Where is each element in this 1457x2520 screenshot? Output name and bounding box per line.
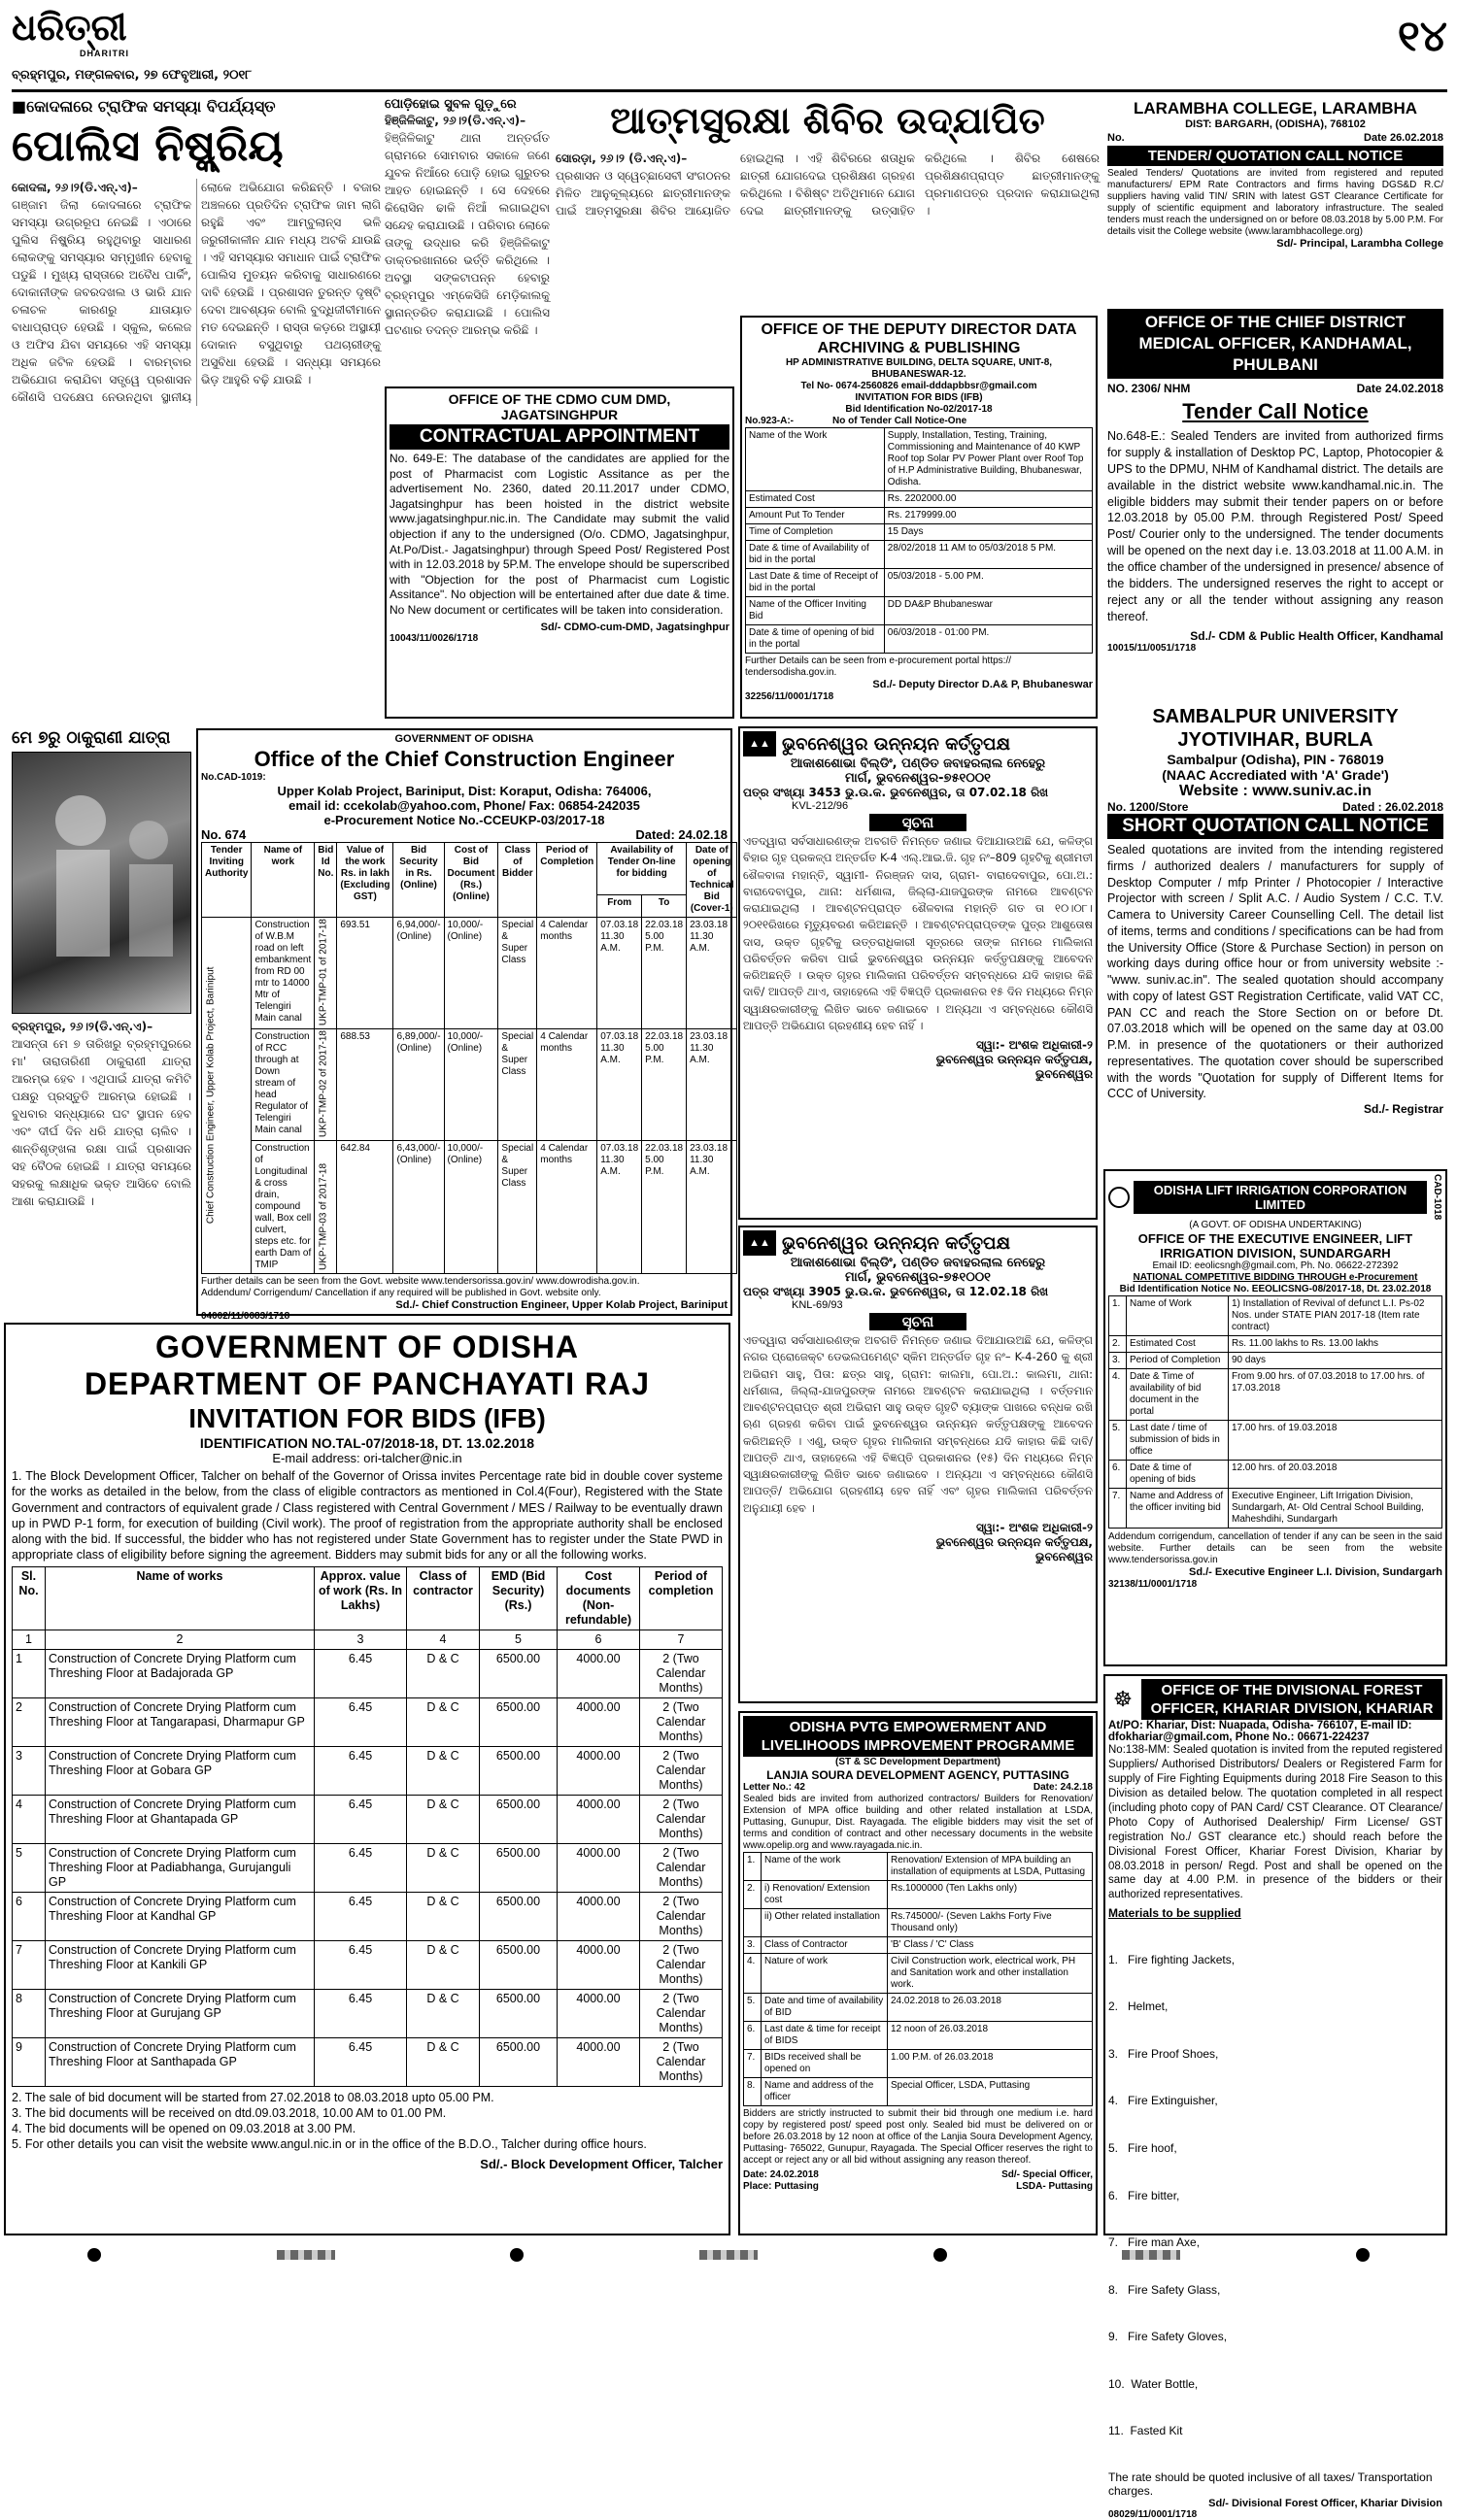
table-row: Name of the Officer Inviting Bid DD DA&P Bhubaneswar [746,597,1093,625]
sambalpur-notice [1103,705,1447,1161]
pvtg-sig2: LSDA- Puttasing [1016,2181,1093,2192]
dda-table [745,427,1093,654]
panchayat-note-4: 5. For other details you can visit the website www.angul.nic.in or in the office of the B.D.O., Talcher during office hours. [12,2137,647,2152]
cdmo-js-signature: Sd/- CDMO-cum-DMD, Jagatsinghpur [540,621,729,633]
table-row: 2 Construction of Concrete Drying Platform cum Threshing Floor at Tangarapasi, Dharmapur GP 6.45 D & C 6500.00 4000.00 2 (Two Calendar Months) [13,1697,723,1746]
list-item: 4. Fire Extinguisher, [1108,2094,1218,2108]
camp-dateline: ସୋରଡ଼ା, ୨୬।୨ (ଡି.ଏନ୍.ଏ)– [556,151,688,165]
cdmo-kandhamal-notice [1103,309,1447,697]
panchayat-note-2: 3. The bid documents will be received on dtd.09.03.2018, 10.00 AM to 01.00 PM. [12,2105,447,2120]
bda1-addr1: ଆକାଶଶୋଭା ବିଲ୍ଡିଂ, ପଣ୍ଡିତ ଜବାହରଲାଲ ନେହେରୁ [790,756,1046,771]
panchayat-email: E-mail address: ori-talcher@nic.in [272,1451,462,1465]
dda-signature: Sd./- Deputy Director D.A& P, Bhubaneswar [872,679,1093,690]
cdmo-js-ref: 10043/11/0026/1718 [390,632,479,644]
emblem-icon: ☸ [1113,1687,1133,1711]
police-kicker: ■କୋଦଳାରେ ଟ୍ରାଫିକ ସମସ୍ୟା ବିପର୍ଯ୍ୟସ୍ତ [12,97,276,116]
bda2-body: ଏତଦ୍ୱାରା ସର୍ବସାଧାରଣଙ୍କ ଅବଗତି ନିମନ୍ତେ ଜଣାଇ ଦିଆଯାଉଅଛି ଯେ, କଳିଙ୍ଗ ନଗର ପ୍ରୋଜେକ୍ଟ ଡେଭଲପମେଣ୍ଟ ସ୍କିମ ଅନ୍ତର୍ଗତ ଗୃହ ନଂ– K-4-260 କୁ ଶ୍ରୀ ଅଭିରାମ ସାହୁ, ପିତା: ଛତ୍ର ସାହୁ, ଗ୍ରାମ: କାଲମା, ପୋ.ଅ.: କାଲମା, ଥାନା: ଧର୍ମଶାଳା, ଜିଲ୍ଲା-ଯାଜପୁରଙ୍କ ନାମରେ ଆବଣ୍ଟନ କରାଯାଇଥିଲା । ବର୍ତ୍ତମାନ ଆବଣ୍ଟନପ୍ରାପ୍ତ ଶ୍ରୀ ଅଭିରାମ ସାହୁ ଉକ୍ତ ଗୃହଟି ବ୍ୟାଙ୍କ ପାଖରେ ବନ୍ଧକ ରଖି ଋଣ ଗ୍ରହଣ କରିବା ପାଇଁ ଭୁବନେଶ୍ୱର ଉନ୍ନୟନ କର୍ତ୍ତୃପକ୍ଷଙ୍କୁ ଆବେଦନ କରିଅଛନ୍ତି । ଏଣୁ, ଉକ୍ତ ଗୃହର ମାଲିକାନା ସମ୍ବନ୍ଧରେ ଯଦି କାହାର କିଛି ଦାବି/ ଆପତ୍ତି ଥାଏ, ତାହାହେଲେ ଏହି ବିଜ୍ଞପ୍ତି ପ୍ରକାଶନର (୧୫) ଦିନ ମଧ୍ୟରେ ନିମ୍ନ ସ୍ୱାକ୍ଷରକାରୀଙ୍କୁ ଲିଖିତ ଭାବେ ଜଣାଇବେ । ଅନ୍ୟଥା ଏ ସମ୍ବନ୍ଧରେ କୌଣସି ଆପତ୍ତି/ ଅଭିଯୋଗ ଗ୍ରହଣୀୟ ହେବ ନାହିଁ ଏବଂ ଗୃହର ମାଲିକାନା ପରିବର୍ତ୍ତନ ଅନୁଯାୟୀ ହେବ । [743,1333,1093,1515]
bda1-addr2: ମାର୍ଗ, ଭୁବନେଶ୍ୱର-୭୫୧୦୦୧ [845,771,991,786]
cce-no: No. 674 [201,826,247,842]
registration-bar-icon [1122,2250,1180,2260]
cce-signature: Sd./- Chief Construction Engineer, Upper Kolab Project, Bariniput [395,1298,728,1311]
table-row: 4. Nature of work Civil Construction work, electrical work, PH and Sanitation work and other installation work. [744,1954,1093,1994]
list-item: 8. Fire Safety Glass, [1108,2282,1221,2297]
pvtg-title: ODISHA PVTG EMPOWERMENT AND LIVELIHOODS IMPROVEMENT PROGRAMME [743,1716,1093,1757]
youth-body: ହିଞ୍ଜିଳିକାଟୁ ଥାନା ଅନ୍ତର୍ଗତ ଗ୍ରାମରେ ସୋମବାର ସକାଳେ ଜଣେ ଯୁବକ ନିଆଁରେ ପୋଡ଼ି ହୋଇ ଗୁରୁତର ଆହତ ହୋଇଛନ୍ତି । ସେ ଦେହରେ କିରୋସିନ ଢାଳି ନିଆଁ ଲଗାଇଥିବା ସନ୍ଦେହ କରାଯାଉଛି । ପରିବାର ଲୋକେ ତାଙ୍କୁ ଉଦ୍ଧାର କରି ହିଞ୍ଜିଳିକାଟୁ ଡାକ୍ତରଖାନାରେ ଭର୍ତ୍ତି କରିଥିଲେ । ଅବସ୍ଥା ସଙ୍କଟାପନ୍ନ ହେବାରୁ ବ୍ରହ୍ମପୁର ଏମ୍‌କେସିଜି ମେଡ଼ିକାଲକୁ ସ୍ଥାନାନ୍ତରିତ କରାଯାଇଛି । ପୋଲିସ ଘଟଣାର ତଦନ୍ତ ଆରମ୍ଭ କରିଛି । [385,131,550,337]
youth-story [385,97,550,350]
forest-body: No:138-MM: Sealed quotation is invited from the reputed registered Suppliers/ Authorised Distributors/ Dealers or Registered Farm for supply of Fire Fighting Equipments during 2018 Fire Season to this Division as detailed below. The quotation completed in all respect (including photo copy of PAN Card/ CST Clearance. OT Clearance/ Photo Copy of Authorised Dealership/ Firm License/ GST registration No./ GST clearance etc.) should reach before the Divisional Forest Officer, Khariar Forest Division, Khariar by 08.03.2018 in person/ Regd. Post and shall be opened on the same day at 4.00 P.M. in presence of the bidders or their authorized representatives. [1108,1744,1442,1901]
police-body: ଗଞ୍ଜାମ ଜିଲା କୋଦଳାରେ ଟ୍ରାଫିକ ସମସ୍ୟା ଉଗ୍ରରୂପ ନେଇଛି । ଏଠାରେ ପୁଲିସ ନିଷ୍କ୍ରିୟ ରହୁଥିବାରୁ ସାଧାରଣ ଲୋକଙ୍କୁ ସମସ୍ୟାର ସମ୍ମୁଖୀନ ହେବାକୁ ପଡୁଛି । ମୁଖ୍ୟ ରାସ୍ତାରେ ଅବୈଧ ପାର୍କିଂ, ଦୋକାନୀଙ୍କ ଜବରଦଖଲ ଓ ଭାରି ଯାନ ଚଳାଚଳ କାରଣରୁ ଯାତାୟାତ ବାଧାପ୍ରାପ୍ତ ହେଉଛି । ସ୍କୁଲ, କଲେଜ ଓ ଅଫିସ ଯିବା ସମୟରେ ଏହି ସମସ୍ୟା ଅଧିକ ଜଟିଳ ହେଉଛି । ବାରମ୍ବାର ଅଭିଯୋଗ କରାଯିବା ସତ୍ତ୍ୱେ ପ୍ରଶାସନ କୌଣସି ପଦକ୍ଷେପ ନେଉନଥିବା ସ୍ଥାନୀୟ ଲୋକେ ଅଭିଯୋଗ କରିଛନ୍ତି । ବଜାର ଅଞ୍ଚଳରେ ପ୍ରତିଦିନ ଟ୍ରାଫିକ ଜାମ ଲାଗି ରହୁଛି ଏବଂ ଆମ୍ବୁଲାନ୍ସ ଭଳି ଜରୁରୀକାଳୀନ ଯାନ ମଧ୍ୟ ଅଟକି ଯାଉଛି । ଏହି ସମସ୍ୟାର ସମାଧାନ ପାଇଁ ଟ୍ରାଫିକ ପୋଲିସ ମୁତୟନ କରିବାକୁ ସାଧାରଣରେ ଦାବି ହେଉଛି । ପ୍ରଶାସନ ତୁରନ୍ତ ଦୃଷ୍ଟି ଦେବା ଆବଶ୍ୟକ ବୋଲି ବୁଦ୍ଧିଜୀବୀମାନେ ମତ ଦେଇଛନ୍ତି । ରାସ୍ତା କଡ଼ରେ ଅସ୍ଥାୟୀ ଦୋକାନ ବସୁଥିବାରୁ ପଥଚାରୀଙ୍କୁ ଅସୁବିଧା ହେଉଛି । ସନ୍ଧ୍ୟା ସମୟରେ ଭିଡ଼ ଆହୁରି ବଢ଼ି ଯାଉଛି । [12,181,381,404]
larambha-no: No. [1107,131,1125,144]
youth-kicker: ପୋଡ଼ିହୋଇ ସୁବଳ ଗୁଡ଼ୁରେ [385,97,517,112]
table-row: Construction of RCC through at Down stream of head Regulator of Telengiri Main canal UKP-TMP-02 of 2017-18 688.53 6,89,000/- (Online) 10,000/- (Online) Special & Super Class 4 Calendar months 07.03.18 11.30 A.M. 22.03.18 5.00 P.M. 23.03.18 11.30 A.M. [202,1028,737,1140]
thakurani-body: ଆସନ୍ତା ମେ ୭ ତାରିଖରୁ ବ୍ରହ୍ମପୁରରେ ମା' ତାରାତାରିଣୀ ଠାକୁରାଣୀ ଯାତ୍ରା ଆରମ୍ଭ ହେବ । ଏଥିପାଇଁ ଯାତ୍ରା କମିଟି ପକ୍ଷରୁ ପ୍ରସ୍ତୁତି ଆରମ୍ଭ ହୋଇଛି । ବୁଧବାର ସନ୍ଧ୍ୟାରେ ଘଟ ସ୍ଥାପନ ହେବ ଏବଂ ଦୀର୍ଘ ଦିନ ଧରି ଯାତ୍ରା ଚାଲିବ । ଶାନ୍ତିଶୃଙ୍ଖଳା ରକ୍ଷା ପାଇଁ ପ୍ରଶାସନ ସହ ବୈଠକ ହୋଇଛି । ଯାତ୍ରା ସମୟରେ ସହରକୁ ଲକ୍ଷାଧିକ ଭକ୍ତ ଆସିବେ ବୋଲି ଆଶା କରାଯାଉଛି । [12,1037,191,1208]
table-row: 7. BIDs received shall be opened on 1.00 P.M. of 26.03.2018 [744,2050,1093,2078]
larambha-body: Sealed Tenders/ Quotations are invited from registered and reputed manufacturers/ EPM Rate Contractors and firms having DGS&D R.C/ suppliers having valid TIN/ SRIN with latest GST Clearance Certificate for supply of scientific equipment and laboratory infrastructure. The sealed tenders must reach the undersigned on or before 08.03.2018 by 5.00 P.M. For details visit the College website (www.larambhacollege.org) [1107,167,1443,237]
table-row: 5. Last date / time of submission of bids in office 17.00 hrs. of 19.03.2018 [1109,1421,1442,1461]
pvtg-letter: Letter No.: 42 [743,1782,805,1793]
police-dateline: କୋଦଳା, ୨୬।୨(ଡି.ଏନ୍.ଏ)– [12,181,138,194]
sambalpur-date: Dated : 26.02.2018 [1341,800,1443,814]
table-row: Time of Completion 15 Days [746,524,1093,541]
bda2-sig1: ସ୍ୱା:- ଅଂଶକ ଅଧିକାରୀ-୨ [976,1520,1093,1534]
forest-signature: Sd/- Divisional Forest Officer, Khariar Division [1208,2497,1442,2509]
lift-bid: Bid Identification Notice No. EEOLICSNG-08/2017-18, Dt. 23.02.2018 [1119,1284,1432,1295]
table-header-row: Sl. No. Name of works Approx. value of work (Rs. In Lakhs) Class of contractor EMD (Bid Security) (Rs.) Cost documents (Non-refundable) Period of completion [13,1566,723,1630]
logo-subtitle: DHARITRI [80,49,129,58]
table-row: 2. i) Renovation/ Extension cost Rs.1000000 (Ten Lakhs only) [744,1881,1093,1909]
larambha-notice [1103,97,1447,301]
bda-logo-icon: ▲▲ [743,1230,776,1256]
table-row: Date & time of Availability of bid in the portal 28/02/2018 11 AM to 05/03/2018 5 PM. [746,541,1093,569]
table-row: 9 Construction of Concrete Drying Platform cum Threshing Floor at Santhapada GP 6.45 D & C 6500.00 4000.00 2 (Two Calendar Months) [13,2037,723,2086]
cce-title: Office of the Chief Construction Engineer [254,746,675,771]
registration-dot-icon [87,2248,101,2262]
cdmo-kh-subtitle: Tender Call Notice [1182,399,1369,423]
list-item: 2. Helmet, [1108,1999,1169,2014]
cdmo-kh-no: NO. 2306/ NHM [1107,382,1191,395]
table-row: Chief Construction Engineer, Upper Kolab Project, Bariniput Construction of W.B.M road on left embankment from RD 00 mtr to 14000 Mtr of Telengiri Main canal UKP-TMP-01 of 2017-18 693.51 6,94,000/- (Online) 10,000/- (Online) Special & Super Class 4 Calendar months 07.03.18 11.30 A.M. 22.03.18 5.00 P.M. 23.03.18 11.30 A.M. [202,917,737,1028]
lift-irrigation-notice [1103,1169,1447,1666]
registration-bar-icon [699,2250,758,2260]
table-row: 6 Construction of Concrete Drying Platform cum Threshing Floor at Kandhal GP 6.45 D & C 6500.00 4000.00 2 (Two Calendar Months) [13,1892,723,1940]
forest-ref: 08029/11/0001/1718 [1108,2508,1198,2520]
table-header-row: Tender Inviting Authority Name of work Bid Id No. Value of the work Rs. in lakh (Excluding GST) Bid Security in Rs. (Online) Cost of Bid Document (Rs.) (Online) Class of Bidder Period of Completion Availability of Tender On-line for bidding Date of opening of Technical Bid (Cover-1) [202,842,737,894]
bda1-notice: ସୂଚନା [869,814,966,831]
cce-ref: 04002/11/0083/1718 [201,1310,290,1322]
dda-ifb: INVITATION FOR BIDS (IFB) [855,392,983,403]
sambalpur-signature: Sd./- Registrar [1363,1102,1443,1116]
cce-email: email id: ccekolab@yahoo.com, Phone/ Fax: 06854-242035 [288,797,640,813]
pvtg-date-foot: Date: 24.02.2018 [743,2169,819,2180]
bda1-code: KVL-212/96 [792,800,849,812]
table-row: 1. Name of Work 1) Installation of Revival of defunct L.I. Ps-02 Nos. under STATE PIAN 2017-18 (Item rate contract) [1109,1296,1442,1336]
dda-title: OFFICE OF THE DEPUTY DIRECTOR DATA ARCHIVING & PUBLISHING [761,321,1077,356]
lift-ncb: NATIONAL COMPETITIVE BIDDING THROUGH e-Procurement [1133,1272,1418,1284]
masthead-logo [12,6,206,66]
list-item: 9. Fire Safety Gloves, [1108,2330,1228,2344]
bda1-letter: ପତ୍ର ସଂଖ୍ୟା 3453 ଭୁ.ଉ.କ. ଭୁବନେଶ୍ୱର, ତା 07.02.18 ରିଖ [743,786,1049,799]
table-row: 3. Period of Completion 90 days [1109,1353,1442,1369]
pvtg-notice [738,1711,1098,2235]
lift-signature: Sd./- Executive Engineer L.I. Division, Sundargarh [1188,1566,1442,1579]
table-row: 1 Construction of Concrete Drying Platform cum Threshing Floor at Badajorada GP 6.45 D & C 6500.00 4000.00 2 (Two Calendar Months) [13,1649,723,1697]
registration-bar-icon [277,2250,335,2260]
panchayat-notice [4,1323,730,2235]
table-row: 1. Name of the work Renovation/ Extension of MPA building an installation of equipments at LSDA, Puttasing [744,1853,1093,1881]
sambalpur-body: Sealed quotations are invited from the intending registered firms / authorized dealers / manufacturers for supply of Desktop Computer / mfp Printer / Photocopier / Interactive Projector with screen / Split A.C. / Audio System / C.C. T.V. Camera to University Career Counselling Cell. The detail list of items, terms and conditions / specifications can be had from the University Office (Store & Purchase Section) in person on working days during office hour or from university website :- "www. suniv.ac.in". The sealed quotation should accompany with copy of latest GST Registration Certificate, valid VAT CC, PAN CC and reach the Store Section on or before Dt. 07.03.2018 which will be opened on the same day at 03.00 P.M. in presence of the quotationers or their authorized representatives. The quotation cover should be superscribed with the words "Quotation for supply of Different Items for CCC of University. [1107,843,1443,1101]
bda1-sig3: ଭୁବନେଶ୍ୱର [1035,1067,1093,1081]
cdmo-js-subtitle: CONTRACTUAL APPOINTMENT [390,424,729,450]
larambha-title: TENDER/ QUOTATION CALL NOTICE [1107,146,1443,166]
registration-dot-icon [933,2248,947,2262]
panchayat-table [12,1566,723,2087]
dda-tel: Tel No- 0674-2560826 email-dddapbbsr@gmail.com [800,381,1037,391]
bda2-sig3: ଭୁବନେଶ୍ୱର [1035,1549,1093,1563]
sambalpur-web: Website : www.suniv.ac.in [1179,783,1372,799]
pvtg-agency: LANJIA SOURA DEVELOPMENT AGENCY, PUTTASING [766,1768,1069,1782]
cce-cad: No.CAD-1019: [201,771,266,783]
larambha-date: Date 26.02.2018 [1364,131,1443,144]
cdmo-kh-signature: Sd./- CDM & Public Health Officer, Kandhamal [1190,628,1443,643]
bda2-code: KNL-69/93 [792,1299,843,1311]
table-row: 5 Construction of Concrete Drying Platform cum Threshing Floor at Padiabhanga, Gurujanguli GP 6.45 D & C 6500.00 4000.00 2 (Two Calendar Months) [13,1843,723,1892]
table-row: 8. Name and address of the officer Special Officer, LSDA, Puttasing [744,2078,1093,2106]
logo-text: ଧରିତ୍ରୀ [12,6,127,49]
camp-body: ପ୍ରଶାସନ ଓ ସ୍ୱେଚ୍ଛାସେବୀ ସଂଗଠନର ମିଳିତ ଆନୁକୂଲ୍ୟରେ ଛାତ୍ରୀମାନଙ୍କ ପାଇଁ ଆତ୍ମସୁରକ୍ଷା ଶିବିର ଆୟୋଜିତ ହୋଇଥିଲା । ଏହି ଶିବିରରେ ଶତାଧିକ ଛାତ୍ରୀ ଯୋଗଦେଇ ପ୍ରଶିକ୍ଷଣ ଗ୍ରହଣ କରିଥିଲେ । ବିଶିଷ୍ଟ ଅତିଥିମାନେ ଯୋଗ ଦେଇ ଛାତ୍ରୀମାନଙ୍କୁ ଉତ୍ସାହିତ କରିଥିଲେ । ଶିବିର ଶେଷରେ ପ୍ରଶିକ୍ଷଣପ୍ରାପ୍ତ ଛାତ୍ରୀମାନଙ୍କୁ ପ୍ରମାଣପତ୍ର ପ୍ରଦାନ କରାଯାଇଥିଲା । [556,151,1100,218]
dda-ref: 32256/11/0001/1718 [745,691,834,703]
table-row: ii) Other related installation Rs.745000/- (Seven Lakhs Forty Five Thousand only) [744,1909,1093,1937]
deity-image-icon [13,753,192,1015]
panchayat-note-3: 4. The bid documents will be opened on 09.03.2018 at 3.00 PM. [12,2122,356,2135]
thakurani-story [12,728,191,1316]
table-row: 7. Name and Address of the officer inviting bid Executive Engineer, Lift Irrigation Division, Sundargarh, At- Old Central School Building, Maheshdihi, Sundargarh [1109,1489,1442,1529]
thakurani-headline: ମେ ୭ରୁ ଠାକୁରାଣୀ ଯାତ୍ରା [12,728,171,748]
cdmo-js-body: No. 649-E: The database of the candidates are applied for the post of Pharmacist com Logistic Assitance as per the advertisement No. 2360, dated 20.11.2017 under CDMO, Jagatsinghpur has been hoisted in the district website www.jagatsinghpur.nic.in. The Candidate may submit the valid objection if any to the undersigned (O/o. CDMO, Jagatsinghpur, At.Po/Dist.- Jagatsinghpur) through Speed Post/ Registered Post with in 12.03.2018 by 5P.M. The envelope should be superscribed with "Objection for the post of Pharmacist cum Logistic Assitance". No objection will be entertained after due date & time. No New document or certificates will be taken into consideration. [390,452,729,617]
lift-foot: Addendum corrigendum, cancellation of tender if any can be seen in the said website. Further details can be seen from the website www.tendersorissa.gov.in [1108,1531,1442,1566]
panchayat-dept: DEPARTMENT OF PANCHAYATI RAJ [84,1366,651,1401]
police-story [12,97,381,719]
larambha-name: LARAMBHA COLLEGE, LARAMBHA [1133,99,1418,118]
camp-headline: ଆତ୍ମସୁରକ୍ଷା ଶିବିର ଉଦ୍‌ଯାପିତ [610,99,1045,142]
list-item: 5. Fire hoof, [1108,2140,1177,2155]
pvtg-foot: Bidders are strictly instructed to submit their bid through one medium i.e. hard copy by registered post/ speed post only. Sealed bid must be delivered on or before 26.03.2018 by 12 noon at office of the Lanjia Soura Development Agency, Puttasing- 765022, Gunupur, Rayagada. The Special Officer reserves the right to accept or reject any or all bid without assigning any reason thereof. [743,2108,1093,2166]
list-item: 11. Fasted Kit [1108,2424,1183,2438]
table-row: 6. Date & time of opening of bids 12.00 hrs. of 20.03.2018 [1109,1461,1442,1489]
cce-foot1: Further details can be seen from the Govt. website www.tendersorissa.gov.in/ www.dowrodisha.gov.in. [201,1275,640,1287]
thakurani-dateline: ବ୍ରହ୍ମପୁର, ୨୬।୨(ଡି.ଏନ୍.ଏ)– [12,1020,153,1033]
lift-title: ODISHA LIFT IRRIGATION CORPORATION LIMITED [1134,1181,1427,1214]
table-row: 3 Construction of Concrete Drying Platform cum Threshing Floor at Gobara GP 6.45 D & C 6500.00 4000.00 2 (Two Calendar Months) [13,1746,723,1795]
lift-email: Email ID: eeolicsngh@gmail.com, Ph. No. 06622-272392 [1152,1260,1399,1272]
bda1-body: ଏତଦ୍ୱାରା ସର୍ବସାଧାରଣଙ୍କ ଅବଗତି ନିମନ୍ତେ ଜଣାଇ ଦିଆଯାଉଅଛି ଯେ, କଳିଙ୍ଗ ବିହାର ଗୃହ ପ୍ରକଳ୍ପ ଅନ୍ତର୍ଗତ K-4 ଏଲ୍.ଆଇ.ଜି. ଗୃହ ନଂ–809 ଗୃହଟିକୁ ଶ୍ରୀମତୀ ଶୈଳବାଳା ମହାନ୍ତି, ସ୍ୱାମୀ- ନିରଞ୍ଜନ ଦାସ, ଗ୍ରାମ- ବାରାଦେବାପୁର, ପୋ.ଅ.: ବାରାଦେବାପୁର, ଥାନା: ଧର୍ମଶାଳା, ଜିଲ୍ଲା-ଯାଜପୁରଙ୍କ ନାମରେ ଆବଣ୍ଟନ କରାଯାଇଥିଲା । ଆବଣ୍ଟନପ୍ରାପ୍ତ ଶୈଳବାଳା ମହାନ୍ତି ଗତ ତା ୧୦।୦୮।୨୦୧୧ରିଖରେ ମୃତ୍ୟୁବରଣ କରିଅଛନ୍ତି । ଆବଣ୍ଟନପ୍ରାପ୍ତଙ୍କ ପୁତ୍ର ଆଶୁତୋଷ ଦାସ, ଉକ୍ତ ଗୃହଟିକୁ ଉତ୍ତରାଧିକାରୀ ସୂତ୍ରରେ ତାଙ୍କ ନାମରେ ମାଲିକାନା ପରିବର୍ତ୍ତନ କରିବା ପାଇଁ ଭୁବନେଶ୍ୱର ଉନ୍ନୟନ କର୍ତ୍ତୃପକ୍ଷଙ୍କୁ ଆବେଦନ କରିଅଛନ୍ତି । ଉକ୍ତ ଗୃହର ମାଲିକାନା ପରିବର୍ତ୍ତନ ସମ୍ବନ୍ଧରେ ଯଦି କାହାର କିଛି ଦାବି/ ଆପତ୍ତି ଥାଏ, ତାହାହେଲେ ଏହି ବିଜ୍ଞପ୍ତି ପ୍ରକାଶନର ୧୫ ଦିନ ମଧ୍ୟରେ ନିମ୍ନ ସ୍ୱାକ୍ଷରକାରୀଙ୍କୁ ଲିଖିତ ଭାବେ ଜଣାଇବେ । ଅନ୍ୟଥା ଏ ସମ୍ବନ୍ଧରେ କୌଣସି ଆପତ୍ତି ଅଭିଯୋଗ ଗ୍ରହଣୀୟ ହେବ ନାହିଁ । [743,834,1093,1032]
dda-foot: Further Details can be seen from e-procurement portal https:// tendersodisha.gov.in. [745,655,1012,678]
bda1-sig2: ଭୁବନେଶ୍ୱର ଉନ୍ନୟନ କର୍ତ୍ତୃପକ୍ଷ, [935,1053,1093,1066]
forest-materials-title: Materials to be supplied [1108,1906,1241,1921]
bda2-notice: ସୂଚନା [869,1313,966,1330]
bda2-addr2: ମାର୍ଗ, ଭୁବନେଶ୍ୱର-୭୫୧୦୦୧ [845,1270,991,1285]
sambalpur-no: No. 1200/Store [1107,800,1189,814]
bda1-title: ଭୁବନେଶ୍ୱର ଉନ୍ନୟନ କର୍ତ୍ତୃପକ୍ଷ [782,733,1011,755]
cce-table [201,842,737,1274]
table-row: Estimated Cost Rs. 2202000.00 [746,491,1093,508]
youth-dateline: ହିଞ୍ଜିଳିକାଟୁ, ୨୬।୨(ଡି.ଏନ୍.ଏ)– [385,114,526,127]
page-number: ୧୪ [1397,12,1447,61]
police-headline: ପୋଲିସ ନିଷ୍କ୍ରିୟ [12,121,284,171]
dateline: ବ୍ରହ୍ମପୁର, ମଙ୍ଗଳବାର, ୨୭ ଫେବୃଆରୀ, ୨୦୧୮ [12,68,253,83]
lift-table [1108,1295,1442,1529]
table-header-row: From To [202,895,737,918]
panchayat-intro: 1. The Block Development Officer, Talcher on behalf of the Governor of Orissa invites Percentage rate bid in double cover systeme for the works as detailed in the below, from the class of eligible contractors as mentioned in Col.4(Four), Registered with the State Government and contractors of equivalent grade / Class registered with Central Government / MES / Railway to be eventually drawn up in PWD P-1 form, for execution of building (Civil work). The proof of registration from the appropriate authority shall be enclosed along with the bid. If successful, the bidder who has not registered under State Government has to register under the State PWD in appropriate class of eligibility before signing the agreement. Bidders may submit bids for any or all the following works. [12,1469,723,1562]
dda-addr: HP ADMINISTRATIVE BUILDING, DELTA SQUARE, UNIT-8, BHUBANESWAR-12. [785,357,1053,380]
bda2-sig2: ଭୁବନେଶ୍ୱର ଉନ୍ନୟନ କର୍ତ୍ତୃପକ୍ଷ, [935,1534,1093,1549]
dda-notice [740,316,1098,719]
list-item: 6. Fire bitter, [1108,2188,1180,2202]
cce-date: Dated: 24.02.18 [635,826,728,842]
pvtg-sig1: Sd/- Special Officer, [1001,2169,1093,2180]
forest-title: OFFICE OF THE DIVISIONAL FOREST OFFICER, KHARIAR DIVISION, KHARIAR [1141,1679,1442,1720]
pvtg-body: Sealed bids are invited from authorized contractors/ Builders for Renovation/ Extension of MPA office building and other related installation at LSDA, Puttasing, Gunupur, Dist. Rayagada. The eligible bidders may visit the set of terms and condition of contract and other necessary documents in the website www.opelip.org and www.rayagada.nic.in. [743,1794,1093,1851]
lift-ref: 32138/11/0001/1718 [1108,1579,1198,1591]
table-row: 2. Estimated Cost Rs. 11.00 lakhs to Rs. 13.00 lakhs [1109,1336,1442,1353]
pvtg-place: Place: Puttasing [743,2181,819,2192]
bda2-title: ଭୁବନେଶ୍ୱର ଉନ୍ନୟନ କର୍ତ୍ତୃପକ୍ଷ [782,1232,1011,1254]
camp-story [556,97,1100,316]
table-row: 3. Class of Contractor 'B' Class / 'C' Class [744,1937,1093,1954]
bda-logo-icon: ▲▲ [743,731,776,756]
table-row: 5. Date and time of availability of BID 24.02.2018 to 26.03.2018 [744,1994,1093,2022]
table-row: 8 Construction of Concrete Drying Platform cum Threshing Floor at Gurujang GP 6.45 D & C 6500.00 4000.00 2 (Two Calendar Months) [13,1989,723,2037]
cdmo-kh-body: No.648-E.: Sealed Tenders are invited from authorized firms for supply & installation of Desktop PC, Laptop, Photocopier & UPS to the DPMU, NHM of Kandhamal district. The details are available in the district website www.kandhamal.nic.in. The eligible bidders may submit their tender papers on or before 12.03.2018 by 05.00 P.M. through Registered Post/ Speed Post/ Courier only to the undersigned. The tender documents will be opened on the next day i.e. 13.03.2018 at 11.00 A.M. in the office chamber of the undersigned in presence/ absence of the bidders. The undersigned reserves the right to accept or reject any or all the tender without assigning any reason thereof. [1107,429,1443,623]
bda1-sig1: ସ୍ୱା:- ଅଂଶକ ଅଧିକାରୀ-୨ [976,1038,1093,1052]
cce-notice [196,728,734,1322]
cdmo-kh-ref: 10015/11/0051/1718 [1107,642,1197,654]
cdmo-jagatsinghpur-notice [385,386,734,719]
cdmo-js-title: OFFICE OF THE CDMO CUM DMD, JAGATSINGHPUR [448,391,671,422]
forest-addr: At/PO: Khariar, Dist: Nuapada, Odisha- 766107, E-mail ID: dfokhariar@gmail.com, Phone No.: 06671-224237 [1108,1720,1412,1743]
bda-notice-1 [738,726,1098,1220]
sambalpur-name: SAMBALPUR UNIVERSITY JYOTIVIHAR, BURLA [1152,706,1399,751]
lift-logo-icon [1108,1187,1130,1208]
dda-no: No.923-A:- [745,416,795,426]
lift-office: OFFICE OF THE EXECUTIVE ENGINEER, LIFT IRRIGATION DIVISION, SUNDARGARH [1137,1231,1413,1261]
list-item: 3. Fire Proof Shoes, [1108,2046,1219,2061]
panchayat-gov: GOVERNMENT OF ODISHA [154,1329,579,1364]
dda-bid-id: Bid Identification No-02/2017-18 [845,404,993,415]
dda-call: No of Tender Call Notice-One [832,416,967,426]
pvtg-table [743,1852,1093,2106]
bda2-letter: ପତ୍ର ସଂଖ୍ୟା 3905 ଭୁ.ଉ.କ. ଭୁବନେଶ୍ୱର, ତା 12.02.18 ରିଖ [743,1285,1049,1298]
table-row: 4 Construction of Concrete Drying Platform cum Threshing Floor at Ghantapada GP 6.45 D & C 6500.00 4000.00 2 (Two Calendar Months) [13,1795,723,1843]
panchayat-ifb: INVITATION FOR BIDS (IFB) [188,1403,546,1433]
forest-notice [1103,1674,1447,2520]
list-item: 7. Fire man Axe, [1108,2235,1201,2250]
table-row: Amount Put To Tender Rs. 2179999.00 [746,508,1093,524]
lift-cad: CAD-1018 [1432,1174,1442,1221]
cce-eproc: e-Procurement Notice No.-CCEUKP-03/2017-18 [323,812,605,827]
panchayat-signature: Sd/.- Block Development Officer, Talcher [480,2156,723,2171]
registration-marks [0,2241,1457,2268]
table-row: Name of the Work Supply, Installation, Testing, Training, Commissioning and Maintenance of 40 KWP Roof top Solar PV Power Plant over Roof Top of H.P Administrative Building, Bhubaneswar, Odisha. [746,428,1093,491]
bda2-addr1: ଆକାଶଶୋଭା ବିଲ୍ଡିଂ, ପଣ୍ଡିତ ଜବାହରଲାଲ ନେହେରୁ [790,1256,1046,1270]
forest-foot: The rate should be quoted inclusive of all taxes/ Transportation charges. [1108,2470,1433,2498]
larambha-signature: Sd/- Principal, Larambha College [1276,237,1443,250]
cdmo-kh-title: OFFICE OF THE CHIEF DISTRICT MEDICAL OFFICER, KANDHAMAL, PHULBANI [1107,309,1443,379]
registration-dot-icon [510,2248,524,2262]
cdmo-kh-date: Date 24.02.2018 [1356,382,1443,395]
sambalpur-naac: (NAAC Accrediated with 'A' Grade') [1162,767,1389,783]
masthead-rule [12,89,1447,92]
pvtg-dept: (ST & SC Development Department) [834,1757,1001,1767]
list-item: 10. Water Bottle, [1108,2376,1199,2391]
cce-addr: Upper Kolab Project, Bariniput, Dist: Koraput, Odisha: 764006, [277,783,652,798]
bda-notice-2 [738,1226,1098,1703]
cce-foot2: Addendum/ Corrigendum/ Cancellation if any required will be published in Govt. website only. [201,1287,601,1298]
lift-sub: (A GOVT. OF ODISHA UNDERTAKING) [1189,1220,1362,1231]
thakurani-photo [12,752,191,1014]
registration-dot-icon [1356,2248,1370,2262]
pvtg-date: Date: 24.2.18 [1033,1782,1093,1793]
sambalpur-title: SHORT QUOTATION CALL NOTICE [1107,814,1443,839]
list-item: 1. Fire fighting Jackets, [1108,1952,1236,1966]
table-row: 4. Date & Time of availability of bid document in the portal From 9.00 hrs. of 07.03.2018 to 17.00 hrs. of 17.03.2018 [1109,1369,1442,1421]
table-row: Date & time of opening of bid in the portal 06/03/2018 - 01:00 PM. [746,625,1093,654]
cce-gov: GOVERNMENT OF ODISHA [394,733,534,745]
sambalpur-addr: Sambalpur (Odisha), PIN - 768019 [1167,752,1384,767]
table-row: 6. Last date & time for receipt of BIDS 12 noon of 26.03.2018 [744,2022,1093,2050]
panchayat-id: IDENTIFICATION NO.TAL-07/2018-18, DT. 13.02.2018 [199,1435,535,1451]
panchayat-note-1: 2. The sale of bid document will be started from 27.02.2018 to 08.03.2018 upto 05.00 PM. [12,2090,494,2104]
table-index-row: 1 2 3 4 5 6 7 [13,1630,723,1649]
larambha-dist: DIST: BARGARH, (ODISHA), 768102 [1185,118,1366,130]
table-row: Last Date & time of Receipt of bid in the portal 05/03/2018 - 5.00 PM. [746,569,1093,597]
table-row: Construction of Longitudinal & cross drain, compound wall, Box cell culvert, steps etc. for earth Dam of TMIP UKP-TMP-03 of 2017-18 642.84 6,43,000/- (Online) 10,000/- (Online) Special & Super Class 4 Calendar months 07.03.18 11.30 A.M. 22.03.18 5.00 P.M. 23.03.18 11.30 A.M. [202,1140,737,1273]
table-row: 7 Construction of Concrete Drying Platform cum Threshing Floor at Kankili GP 6.45 D & C 6500.00 4000.00 2 (Two Calendar Months) [13,1940,723,1989]
